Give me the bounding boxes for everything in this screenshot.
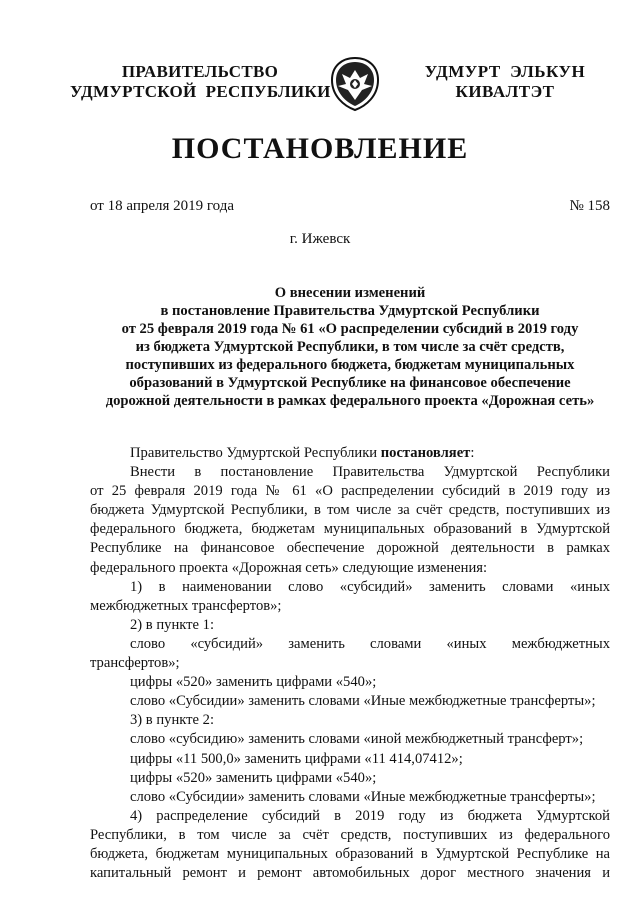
body-line: капитальный ремонт и ремонт автомобильных дорог местного значения и (90, 865, 610, 882)
udmurt-coat-of-arms-icon (328, 56, 382, 112)
body-line: 3) в пункте 2: (130, 712, 215, 729)
body-line: цифры «11 500,0» заменить цифрами «11 414,07412»; (130, 750, 463, 767)
subject-line: от 25 февраля 2019 года № 61 «О распределении субсидий в 2019 году (121, 321, 579, 337)
subject-line: дорожной деятельности в рамках федерального проекта «Дорожная сеть» (105, 393, 595, 409)
subject-line: поступивших из федерального бюджета, бюджетам муниципальных (125, 357, 575, 373)
body-line: слово «субсидий» заменить словами «иных межбюджетных (130, 635, 610, 652)
document-date: от 18 апреля 2019 года (90, 198, 235, 214)
document-city: г. Ижевск (289, 231, 351, 247)
document-subject (85, 284, 615, 410)
body-line: 4) распределение субсидий в 2019 году из бюджета Удмуртской (130, 807, 610, 824)
body-line: бюджета Удмуртской Республики, в том числе за счёт средств, поступивших из (90, 502, 610, 519)
government-name-udmurt-line1: УДМУРТ ЭЛЬКУН (424, 62, 586, 81)
intro-colon: : (470, 445, 475, 461)
body-line: цифры «520» заменить цифрами «540»; (130, 674, 377, 691)
body-line: слово «Субсидии» заменить словами «Иные межбюджетные трансферты»; (130, 788, 596, 805)
body-line: 1) в наименовании слово «субсидий» заменить словами «иных (130, 578, 610, 595)
body-line: межбюджетных трансфертов»; (90, 597, 282, 614)
body-line: трансфертов»; (90, 655, 180, 672)
government-name-line1: ПРАВИТЕЛЬСТВО (121, 62, 279, 81)
subject-line: О внесении изменений (274, 285, 426, 301)
body-line: слово «субсидию» заменить словами «иной межбюджетный трансферт»; (130, 731, 584, 748)
body-line: Республики, в том числе за счёт средств, поступивших из федерального (90, 826, 610, 843)
government-name-russian (70, 62, 330, 102)
intro-text: Правительство Удмуртской Республики (130, 445, 381, 461)
government-name-udmurt-line2: КИВАЛТЭТ (455, 82, 555, 101)
body-line: от 25 февраля 2019 года № 61 «О распределении субсидий в 2019 году из (90, 483, 610, 500)
subject-line: образований в Удмуртской Республике на финансовое обеспечение (129, 375, 571, 391)
document-number: № 158 (569, 198, 610, 214)
body-intro (90, 444, 610, 463)
body-line: федерального проекта «Дорожная сеть» следующие изменения: (90, 559, 488, 576)
document-body (90, 444, 610, 883)
body-line: Внести в постановление Правительства Удмуртской Республики (130, 464, 610, 481)
subject-line: в постановление Правительства Удмуртской Республики (160, 303, 540, 319)
body-line: слово «Субсидии» заменить словами «Иные межбюджетные трансферты»; (130, 693, 596, 710)
document-title: ПОСТАНОВЛЕНИЕ (171, 132, 469, 165)
body-line: 2) в пункте 1: (130, 616, 215, 633)
body-line: бюджета, бюджетам муниципальных образований в Удмуртской Республике на (90, 845, 610, 862)
intro-verb: постановляет (380, 445, 471, 461)
body-line: цифры «520» заменить цифрами «540»; (130, 769, 377, 786)
body-line: федерального бюджета, бюджетам муниципальных образований в Удмуртской (90, 521, 610, 538)
government-name-udmurt (405, 62, 605, 102)
subject-line: из бюджета Удмуртской Республики, в том числе за счёт средств, (135, 339, 565, 355)
government-name-line2: УДМУРТСКОЙ РЕСПУБЛИКИ (70, 82, 331, 101)
body-line: Республике на финансовое обеспечение дорожной деятельности в рамках (90, 540, 610, 557)
